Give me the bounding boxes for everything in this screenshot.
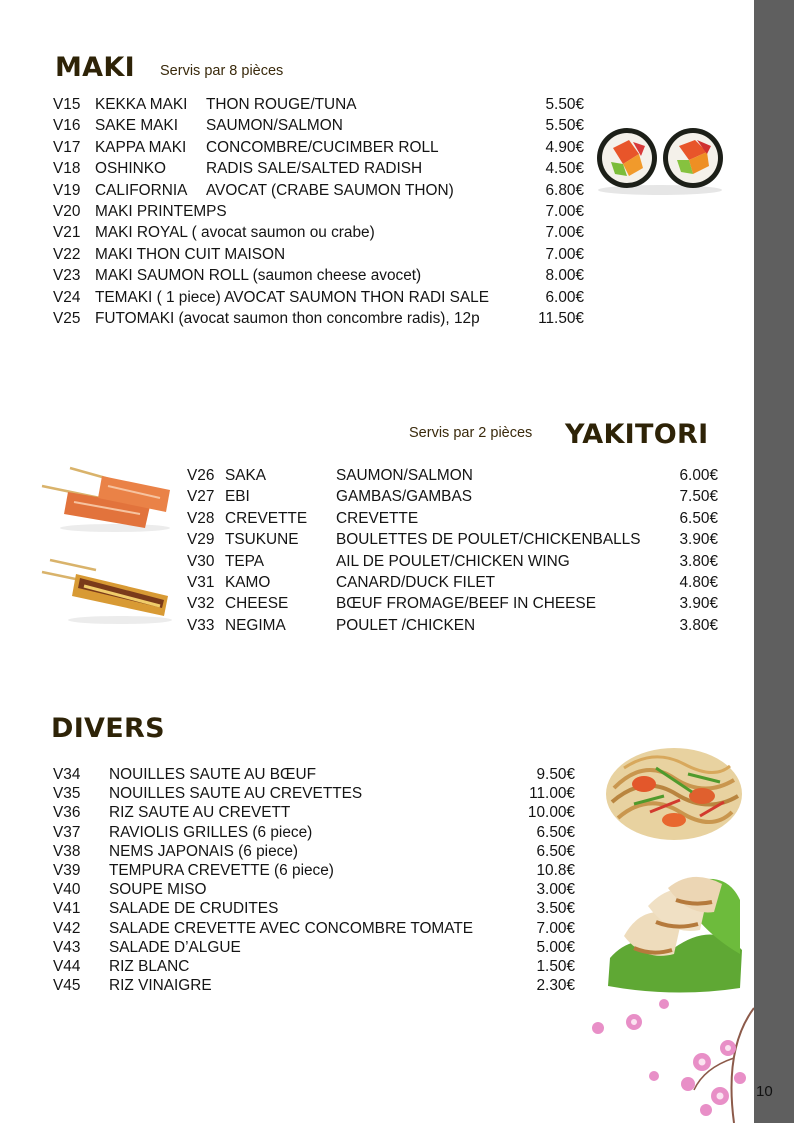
maki-subtitle: Servis par 8 pièces [160,63,284,79]
item-price: 5.50€ [545,96,584,113]
item-price: 3.90€ [679,531,718,549]
item-name: OSHINKO [95,160,166,178]
salmon-skewer-illustration [40,462,175,534]
yakitori-item [187,574,727,595]
item-price: 6.80€ [545,181,584,199]
yakitori-item [187,595,727,616]
maki-item [53,267,593,288]
item-code: V35 [53,785,81,803]
item-name: FUTOMAKI (avocat saumon thon concombre radis), 12p [95,310,480,327]
item-code: V20 [53,203,81,220]
item-code: V26 [187,467,215,484]
item-code: V39 [53,862,81,879]
beef-cheese-skewer-illustration [40,556,175,628]
item-code: V31 [187,574,215,591]
divers-item [53,939,583,960]
item-price: 1.50€ [536,958,575,975]
item-name: TSUKUNE [225,531,299,549]
item-name: MAKI ROYAL ( avocat saumon ou crabe) [95,224,375,242]
item-code: V25 [53,310,81,327]
item-price: 2.30€ [536,977,575,995]
item-code: V30 [187,552,215,570]
item-name: CHEESE [225,595,289,613]
item-name: KEKKA MAKI [95,96,188,113]
item-name: SALADE CREVETTE AVEC CONCOMBRE TOMATE [109,919,474,937]
item-price: 4.50€ [545,160,584,178]
item-name: MAKI THON CUIT MAISON [95,245,286,263]
item-price: 3.00€ [536,881,575,899]
item-code: V43 [53,938,81,956]
item-price: 11.00€ [529,785,575,803]
item-price: 6.50€ [536,842,575,860]
item-code: V23 [53,267,81,285]
yakitori-item [187,553,727,574]
divers-item [53,824,583,845]
item-price: 8.00€ [545,267,584,285]
side-band [754,0,794,1123]
item-description: POULET /CHICKEN [336,616,476,634]
item-price: 5.50€ [545,117,584,135]
item-name: SOUPE MISO [109,881,207,899]
item-code: V28 [187,509,215,527]
divers-title: DIVERS [51,713,165,744]
item-name: MAKI PRINTEMPS [95,203,227,220]
item-price: 10.8€ [536,862,575,879]
item-description: BOULETTES DE POULET/CHICKENBALLS [336,531,641,549]
item-price: 3.90€ [679,595,718,613]
item-price: 7.00€ [545,224,584,242]
item-name: SALADE D’ALGUE [109,938,241,956]
item-description: SAUMON/SALMON [336,467,473,484]
divers-item [53,785,583,806]
item-description: THON ROUGE/TUNA [206,96,357,113]
item-description: RADIS SALE/SALTED RADISH [206,160,423,178]
divers-item [53,900,583,921]
item-name: NOUILLES SAUTE AU CREVETTES [109,785,363,803]
item-code: V17 [53,138,81,156]
item-price: 3.80€ [679,552,718,570]
item-code: V36 [53,804,81,822]
item-name: KAMO [225,574,271,591]
yakitori-item [187,510,727,531]
maki-item [53,160,593,181]
page-number: 10 [756,1083,773,1100]
item-description: CONCOMBRE/CUCIMBER ROLL [206,138,439,156]
item-price: 6.00€ [679,467,718,484]
item-description: CREVETTE [336,509,419,527]
item-code: V37 [53,823,81,841]
yakitori-title: YAKITORI [565,419,709,450]
item-code: V44 [53,958,81,975]
maki-item [53,182,593,203]
maki-item [53,117,593,138]
item-description: SAUMON/SALMON [206,117,343,135]
item-description: BŒUF FROMAGE/BEEF IN CHEESE [336,595,596,613]
item-code: V38 [53,842,81,860]
maki-item [53,139,593,160]
item-code: V15 [53,96,81,113]
item-price: 7.50€ [679,488,718,506]
item-code: V24 [53,288,81,306]
item-name: RIZ SAUTE AU CREVETT [109,804,291,822]
item-code: V41 [53,900,81,918]
item-price: 3.80€ [679,616,718,634]
item-code: V32 [187,595,215,613]
maki-item [53,203,593,224]
item-price: 6.50€ [536,823,575,841]
item-code: V45 [53,977,81,995]
maki-title: MAKI [55,52,135,83]
noodles-illustration [604,738,744,846]
item-name: CREVETTE [225,509,308,527]
item-code: V33 [187,616,215,634]
yakitori-item [187,488,727,509]
item-name: MAKI SAUMON ROLL (saumon cheese avocet) [95,267,422,285]
yakitori-subtitle: Servis par 2 pièces [409,425,533,441]
yakitori-item [187,617,727,638]
item-price: 7.00€ [545,203,584,220]
cherry-blossom-decoration [584,998,754,1123]
maki-item [53,310,593,331]
item-name: RIZ BLANC [109,958,190,975]
item-price: 7.00€ [536,919,575,937]
item-code: V34 [53,766,81,783]
item-price: 4.90€ [545,138,584,156]
item-name: TEPA [225,552,265,570]
maki-item [53,96,593,117]
item-code: V19 [53,181,81,199]
maki-roll-illustration [593,124,728,196]
item-description: GAMBAS/GAMBAS [336,488,472,506]
divers-item [53,766,583,787]
item-code: V18 [53,160,81,178]
item-name: RIZ VINAIGRE [109,977,212,995]
item-description: AVOCAT (CRABE SAUMON THON) [206,181,454,199]
yakitori-item [187,531,727,552]
item-code: V27 [187,488,215,506]
item-price: 6.50€ [679,509,718,527]
item-code: V22 [53,245,81,263]
item-name: SAKE MAKI [95,117,178,135]
item-price: 10.00€ [527,804,575,822]
item-name: NOUILLES SAUTE AU BŒUF [109,766,316,783]
item-name: SALADE DE CRUDITES [109,900,279,918]
item-name: KAPPA MAKI [95,138,187,156]
item-name: NEMS JAPONAIS (6 piece) [109,842,299,860]
item-name: RAVIOLIS GRILLES (6 piece) [109,823,313,841]
item-name: TEMAKI ( 1 piece) AVOCAT SAUMON THON RADI SALE [95,288,489,306]
item-name: EBI [225,488,250,506]
item-name: SAKA [225,467,267,484]
divers-item [53,804,583,825]
item-code: V16 [53,117,81,135]
item-price: 6.00€ [545,288,584,306]
maki-item [53,246,593,267]
item-code: V29 [187,531,215,549]
item-code: V40 [53,881,81,899]
item-price: 7.00€ [545,245,584,263]
divers-item [53,843,583,864]
maki-item [53,224,593,245]
item-code: V42 [53,919,81,937]
divers-item [53,958,583,979]
item-name: NEGIMA [225,616,286,634]
item-price: 3.50€ [536,900,575,918]
item-description: CANARD/DUCK FILET [336,574,496,591]
item-name: CALIFORNIA [95,181,188,199]
yakitori-item [187,467,727,488]
maki-item [53,289,593,310]
item-price: 9.50€ [536,766,575,783]
item-price: 4.80€ [679,574,718,591]
grilled-dumplings-illustration [604,870,744,994]
item-code: V21 [53,224,81,242]
item-price: 5.00€ [536,938,575,956]
item-description: AIL DE POULET/CHICKEN WING [336,552,570,570]
item-name: TEMPURA CREVETTE (6 piece) [109,862,334,879]
item-price: 11.50€ [538,310,584,327]
divers-item [53,920,583,941]
divers-item [53,977,583,998]
divers-item [53,862,583,883]
divers-item [53,881,583,902]
